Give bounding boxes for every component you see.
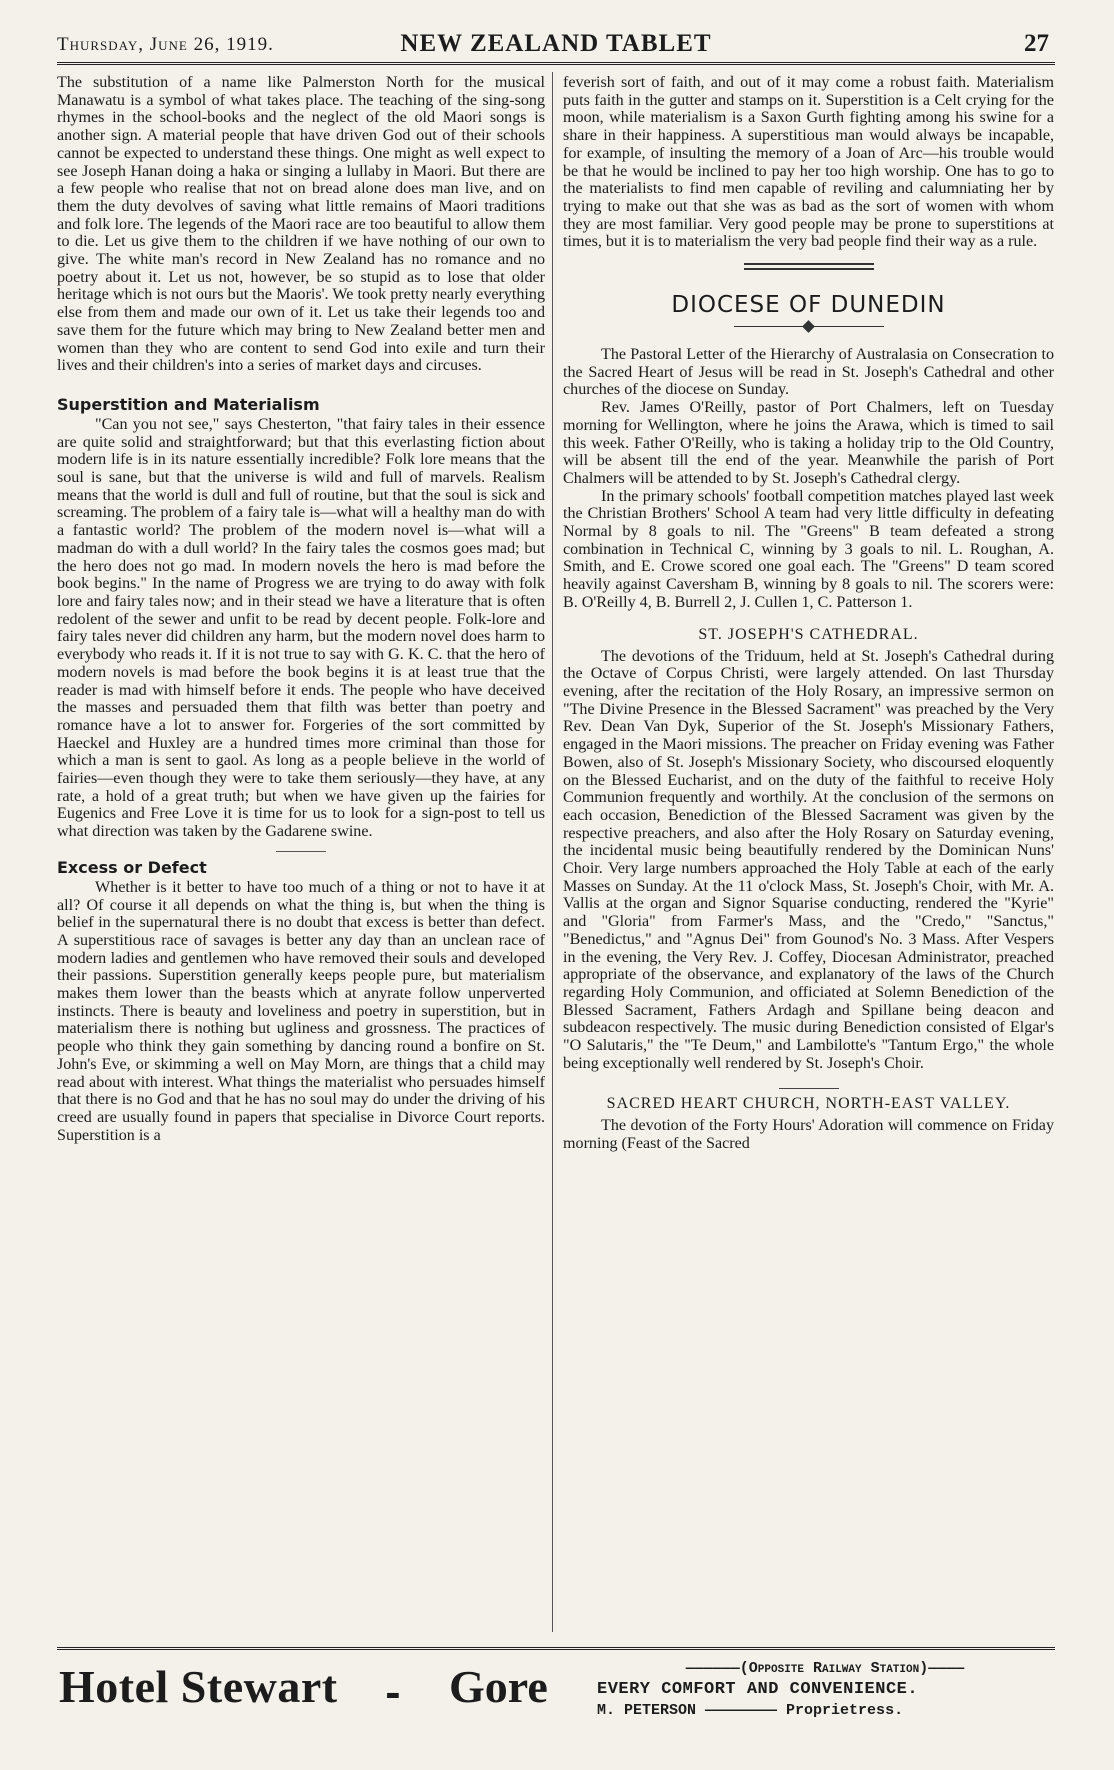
- ad-hotel-name: Hotel Stewart: [59, 1661, 338, 1712]
- diocese-paragraph: Rev. James O'Reilly, pastor of Port Chalmers, left on Tuesday morning for Wellington, where he joins the Arawa, which is timed to sail this week. Father O'Reilly, who is taking a holiday trip to the Old Country, will be absent till the end of the year. Meanwhile the parish of Port Chalmers will be attended to by St. Joseph's Cathedral clergy.: [563, 399, 1054, 487]
- ad-proprietor-title: Proprietress.: [786, 1702, 904, 1719]
- ad-separator: -: [385, 1670, 401, 1715]
- diocese-heading: DIOCESE OF DUNEDIN: [671, 292, 946, 319]
- right-column: [563, 74, 1054, 1153]
- article-paragraph: feverish sort of faith, and out of it may come a robust faith. Materialism puts faith in the gutter and stamps on it. Superstition is a Celt crying for the moon, while materialism is a Saxon Gurth fighting among his swine for a share in their happiness. A superstitious man would always be incapable, for example, of insulting the memory of a Joan of Arc—his trouble would be that he would be inclined to pay her too high worship. One has to go to the materialists to find men capable of reviling and calumniating her by trying to make out that she was as bad as the sort of women with whom they are most familiar. Very good people may be prone to superstitions at times, but it is to materialism the very bad people find their way as a rule.: [563, 74, 1054, 251]
- issue-date: Thursday, June 26, 1919.: [57, 34, 274, 55]
- ad-proprietor: M. PETERSON: [597, 1702, 697, 1719]
- ad-town-name: Gore: [449, 1661, 548, 1712]
- ornamental-rule: [744, 263, 874, 270]
- publication-title: NEW ZEALAND TABLET: [400, 30, 712, 57]
- ad-details: ——————(Opposite Railway Station)———— EVERY COMFORT AND CONVENIENCE. M. PETERSON ———————— Proprietress.: [597, 1658, 1053, 1721]
- article-paragraph: "Can you not see," says Chesterton, "that fairy tales in their essence are quite solid and straightforward; but that this everlasting fiction about modern life is in its nature essentially incredible? Folk lore means that the soul is sane, but that the universe is wild and full of marvels. Realism means that the world is dull and full of routine, but that the soul is sick and screaming. The problem of a fairy tale is—what will a healthy man do with a fantastic world? The problem of the modern novel is—what will a madman do with a dull world? In the fairy tales the cosmos goes mad; but the hero does not go mad. In modern novels the hero is mad before the book begins." In the name of Progress we are trying to do away with folk lore and fairy tales now; and in their stead we have a literature that is often redolent of the sewer and unfit to be read by decent people. Folk-lore and fairy tales never did children any harm, but the modern novel does harm to everybody who reads it. If it is not true to say with G. K. C. that the hero of modern novels is mad before the book begins it is at least true that the reader is mad with himself before it ends. The people who have deceived the masses and persuaded them that filth was better than poetry and romance have a lot to answer for. Forgeries of the sort committed by Haeckel and Huxley are a hundred times more criminal than those for which a man is sent to gaol. As long as a people believe in the world of fairies—even though they were to take them seriously—they have, at any rate, a hold of a great truth; but when we have given up the fairies for Eugenics and Free Love it is time for us to look for a sign-post to tell us what direction was taken by the Gadarene swine.: [57, 415, 545, 841]
- section-heading-superstition: Superstition and Materialism: [57, 394, 320, 414]
- advertisement-banner: [57, 1647, 1055, 1750]
- section-heading-excess: Excess or Defect: [57, 857, 207, 877]
- diamond-rule: [734, 322, 884, 332]
- masthead: [57, 28, 1055, 65]
- section-divider: [779, 1088, 839, 1089]
- diocese-paragraph: In the primary schools' football competition matches played last week the Christian Brothers' School A team had very little difficulty in defeating Normal by 8 goals to nil. The "Greens" B team defeated a strong combination in Technical C, winning by 3 goals to nil. L. Roughan, A. Smith, and E. Crowe scored one goal each. The "Greens" D team scored heavily against Caversham B, winning by 8 goals to nil. The scorers were: B. O'Reilly 4, B. Burrell 2, J. Cullen 1, C. Patterson 1.: [563, 487, 1054, 611]
- cathedral-paragraph: The devotions of the Triduum, held at St. Joseph's Cathedral during the Octave of Corpus Christi, were largely attended. On last Thursday evening, after the recitation of the Holy Rosary, an impressive sermon on "The Divine Presence in the Blessed Sacrament" was preached by the Very Rev. Dean Van Dyk, Superior of the St. Joseph's Missionary Fathers, engaged in the Maori missions. The preacher on Friday evening was Father Bowen, also of St. Joseph's Missionary Society, who discoursed eloquently on the Blessed Eucharist, and on the duty of the faithful to receive Holy Communion frequently and worthily. At the conclusion of the sermons on each occasion, Benediction of the Blessed Sacrament was given by the respective preachers, and also after the Holy Rosary on Saturday evening, the incidental music being beautifully rendered by the Dominican Nuns' Choir. Very large numbers approached the Holy Table at each of the early Masses on Sunday. At the 11 o'clock Mass, St. Joseph's Choir, with Mr. A. Vallis at the organ and Signor Squarise conducting, rendered the "Kyrie" and "Gloria" from Farmer's Mass, and the "Credo," "Sanctus," "Benedictus," and "Agnus Dei" from Gounod's No. 3 Mass. After Vespers in the evening, the Very Rev. J. Coffey, Diocesan Administrator, preached appropriate of the observance, and explanatory of the laws of the Church regarding Holy Communion, and officiated at Solemn Benediction of the Blessed Sacrament, Fathers Ardagh and Spillane being deacon and subdeacon respectively. The music during Benediction consisted of Elgar's "O Salutaris," the "Te Deum," and Lambilotte's "Tantum Ergo," the whole being exceptionally well rendered by St. Joseph's Choir.: [563, 647, 1054, 1072]
- ad-tagline: EVERY COMFORT AND CONVENIENCE.: [597, 1680, 919, 1699]
- sacred-heart-heading: SACRED HEART CHURCH, NORTH-EAST VALLEY.: [606, 1095, 1011, 1113]
- page-number: 27: [1024, 30, 1049, 57]
- diocese-paragraph: The Pastoral Letter of the Hierarchy of Australasia on Consecration to the Sacred Heart of Jesus will be read in St. Joseph's Cathedral and other churches of the diocese on Sunday.: [563, 346, 1054, 399]
- left-column: [57, 74, 545, 1144]
- sacred-heart-paragraph: The devotion of the Forty Hours' Adoration will commence on Friday morning (Feast of the Sacred: [563, 1117, 1054, 1153]
- cathedral-heading: ST. JOSEPH'S CATHEDRAL.: [698, 625, 919, 643]
- ad-location-note: (Opposite Railway Station): [739, 1660, 929, 1677]
- column-divider: [552, 72, 553, 1632]
- section-divider: [276, 851, 326, 852]
- article-paragraph: The substitution of a name like Palmerston North for the musical Manawatu is a symbol of what takes place. The teaching of the sing-song rhymes in the school-books and the neglect of the old Maori songs is another sign. A material people that have driven God out of their schools cannot be expected to understand these things. One might as well expect to see Joseph Hanan doing a haka or singing a lullaby in Maori. But there are a few people who realise that not on bread alone does man live, and on them the duty devolves of saving what little remains of Maori traditions and folk lore. The legends of the Maori race are too beautiful to allow them to die. Let us give them to the children if we have nothing of our own to give. The white man's record in New Zealand has no romance and no poetry about it. Let us not, however, be so stupid as to lose that older heritage which is not ours but the Maoris'. We took pretty nearly everything else from them and made our own of it. Let us take their legends too and save them for the future which may bring to New Zealand better men and women than they who are content to send God into exile and turn their lives and their children's into a series of market days and circuses.: [57, 74, 545, 375]
- article-paragraph: Whether is it better to have too much of a thing or not to have it at all? Of course it all depends on what the thing is, but when the thing is belief in the supernatural there is no doubt that excess is better than defect. A superstitious race of savages is better any day than an unclean race of modern ladies and gentlemen who have removed their souls and developed their passions. Superstition generally keeps people pure, but materialism makes them lower than the beasts which at anyrate follow unperverted instincts. There is beauty and loveliness and poetry in superstition, but in materialism there is nothing but ugliness and grossness. The practices of people who think they gain something by dancing round a bonfire on St. John's Eve, or skimming a well on May Morn, are things that a child may read about with interest. What things the materialist who persuades himself that there is no God and that he has no soul may do under the driving of his creed are usually found in papers that specialise in Divorce Court reports. Superstition is a: [57, 878, 545, 1144]
